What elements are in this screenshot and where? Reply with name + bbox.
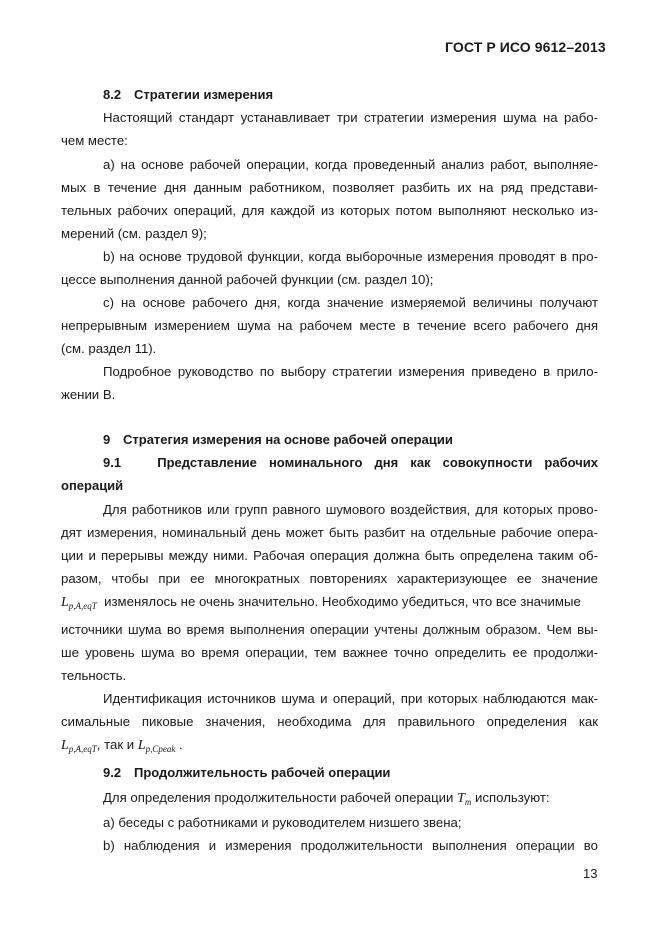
symbol-l-p-cpeak: $L_{p,Cpeak}$	[137, 738, 176, 754]
paragraph-line: ше уровень шума во время операции, тем важнее точно определить ее продолжи-	[61, 645, 598, 660]
line-text: , так и	[96, 737, 135, 752]
list-item-a-line: тельных рабочих операций, для каждой из которых потом выполняют несколько из-	[61, 203, 598, 218]
section-number: 8.2	[103, 87, 122, 102]
paragraph-line: источники шума во время выполнения операции учтены должным образом. Чем вы-	[61, 622, 598, 637]
paragraph-line: Для работников или групп равного шумового воздействия, для которых прово-	[103, 502, 598, 517]
paragraph-line: Настоящий стандарт устанавливает три стратегии измерения шума на рабо-	[103, 110, 598, 125]
paragraph-line-with-formula	[61, 594, 581, 614]
line-end: .	[179, 737, 183, 752]
paragraph-line: дят измерения, номинальный день может быть разбит на отдельные рабочие опера-	[61, 525, 598, 540]
section-title: Продолжительность рабочей операции	[134, 765, 391, 780]
list-item-b: b) наблюдения и измерения продолжительности выполнения операции во	[103, 838, 598, 853]
list-item-a: а) беседы с работниками и руководителем низшего звена;	[103, 815, 462, 830]
list-item-c-line: непрерывным измерением шума на рабочем месте в течение всего рабочего дня	[61, 318, 598, 333]
paragraph-line-with-formula	[61, 737, 183, 757]
list-item-a-line: мерений (см. раздел 9);	[61, 226, 207, 241]
paragraph-line: чем месте:	[61, 133, 128, 148]
section-title: Стратегии измерения	[134, 87, 274, 102]
section-9-1-heading	[103, 455, 598, 470]
symbol-l-p-a-eqt: $L_{p,A,eqT}$	[61, 738, 97, 754]
paragraph-line: жении В.	[61, 387, 116, 402]
paragraph-line: тельность.	[61, 668, 127, 683]
section-title: Представление номинального дня как совокупности рабочих	[157, 455, 598, 470]
line-text: используют:	[475, 790, 550, 805]
symbol-t-m: $T_m$	[457, 791, 472, 807]
paragraph-line: разом, чтобы при ее многократных повторениях характеризующее ее значение	[61, 571, 598, 586]
paragraph-line: симальные пиковые значения, необходима для правильного определения как	[61, 714, 598, 729]
paragraph-line: Подробное руководство по выбору стратегии измерения приведено в прило-	[103, 364, 598, 379]
section-8-2-heading	[103, 87, 273, 102]
list-item-a-line: мых в течение дня данным работником, позволяет разбить их на ряд представи-	[61, 180, 598, 195]
section-9-heading	[103, 432, 453, 447]
section-title: Стратегия измерения на основе рабочей операции	[123, 432, 453, 447]
section-number: 9.1	[103, 455, 122, 470]
section-number: 9	[103, 432, 111, 447]
paragraph-line: Идентификация источников шума и операций, при которых наблюдаются мак-	[103, 691, 598, 706]
symbol-l-p-a-eqt: $L_{p,A,eqT}$	[61, 595, 97, 611]
section-title-continuation: операций	[61, 478, 124, 493]
list-item-b-line: цессе выполнения данной рабочей функции (см. раздел 10);	[61, 272, 434, 287]
paragraph-line: ции и перерывы между ними. Рабочая операция должна быть определена таким об-	[61, 548, 598, 563]
page-number: 13	[583, 866, 598, 881]
list-item-a-line: а) на основе рабочей операции, когда проведенный анализ работ, выполняе-	[103, 157, 598, 172]
line-text: изменялось не очень значительно. Необходимо убедиться, что все значимые	[104, 594, 581, 609]
line-text: Для определения продолжительности рабочей операции	[103, 790, 454, 805]
list-item-c-line: (см. раздел 11).	[61, 341, 157, 356]
paragraph-line-with-formula	[103, 790, 550, 810]
section-number: 9.2	[103, 765, 122, 780]
section-9-2-heading	[103, 765, 390, 780]
list-item-b-line: b) на основе трудовой функции, когда выборочные измерения проводят в про-	[103, 249, 598, 264]
document-header: ГОСТ Р ИСО 9612–2013	[445, 39, 606, 55]
list-item-c-line: с) на основе рабочего дня, когда значение измеряемой величины получают	[103, 295, 598, 310]
